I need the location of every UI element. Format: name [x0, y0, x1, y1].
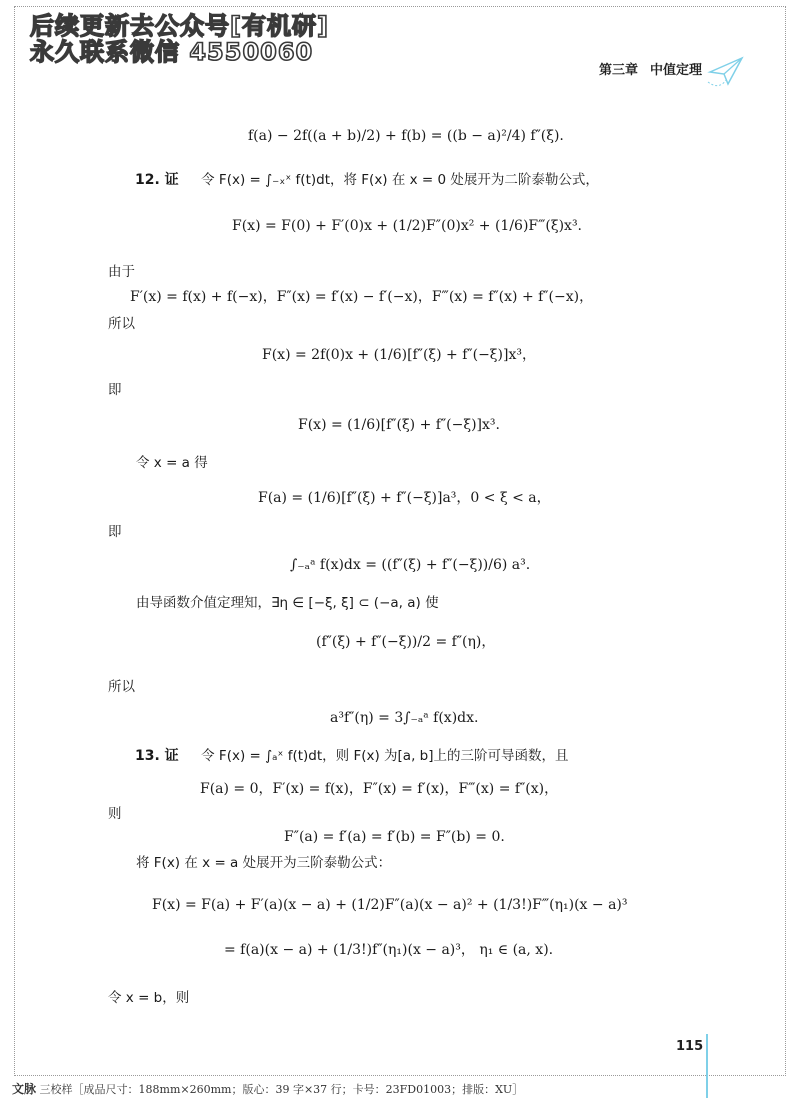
- problem-12: [135, 172, 599, 189]
- print-footer: [12, 1080, 523, 1097]
- equation-12-4: F(x) = (1/6)[f″(ξ) + f″(−ξ)]x³.: [298, 417, 500, 433]
- page-accent-bar: [706, 1034, 708, 1098]
- text-youyu: 由于: [108, 264, 135, 280]
- text-zhankai: 将 F(x) 在 x = a 处展开为三阶泰勒公式：: [136, 855, 392, 871]
- problem-13-text: 令 F(x) = ∫ₐˣ f(t)dt，则 F(x) 为[a, b]上的三阶可导函数，且: [201, 748, 569, 764]
- equation-13-2: F″(a) = f′(a) = f′(b) = F″(b) = 0.: [284, 829, 505, 845]
- text-suoyi-1: 所以: [108, 316, 135, 332]
- watermark-line-2: 永久联系微信 4550060: [30, 38, 314, 66]
- equation-12-5: F(a) = (1/6)[f″(ξ) + f″(−ξ)]a³，0 < ξ < a，: [258, 490, 551, 506]
- equation-13-3: F(x) = F(a) + F′(a)(x − a) + (1/2)F″(a)(x − a)² + (1/3!)F‴(η₁)(x − a)³: [152, 897, 628, 913]
- text-ze-1: 则: [108, 806, 122, 822]
- equation-12-7: (f″(ξ) + f″(−ξ))/2 = f″(η)，: [316, 634, 496, 650]
- text-suoyi-2: 所以: [108, 679, 135, 695]
- problem-12-text: 令 F(x) = ∫₋ₓˣ f(t)dt，将 F(x) 在 x = 0 处展开为二阶泰勒公式，: [201, 172, 599, 188]
- problem-13: [135, 748, 569, 765]
- equation-12-6: ∫₋ₐᵃ f(x)dx = ((f″(ξ) + f″(−ξ))/6) a³.: [290, 557, 531, 573]
- text-ji-1: 即: [108, 382, 122, 398]
- equation-12-8: a³f″(η) = 3∫₋ₐᵃ f(x)dx.: [330, 710, 479, 726]
- equation-line: f(a) − 2f((a + b)/2) + f(b) = ((b − a)²/4) f″(ξ).: [248, 128, 564, 144]
- footer-info: 三校样［成品尺寸：188mm×260mm；版心：39 字×37 行；卡号：23FD01003；排版：XU］: [39, 1083, 524, 1096]
- problem-12-number: 12. 证: [135, 172, 179, 188]
- problem-13-number: 13. 证: [135, 748, 179, 764]
- watermark-line-1: 后续更新去公众号[有机研]: [30, 12, 329, 40]
- equation-13-4: = f(a)(x − a) + (1/3!)f″(η₁)(x − a)³， η₁ ∈ (a, x).: [224, 942, 554, 958]
- equation-12-1: F(x) = F(0) + F′(0)x + (1/2)F″(0)x² + (1/6)F‴(ξ)x³.: [232, 218, 582, 234]
- text-ji-2: 即: [108, 524, 122, 540]
- chapter-title: 中值定理: [649, 63, 702, 78]
- equation-12-2: F′(x) = f(x) + f(−x)，F″(x) = f′(x) − f′(−x)，F‴(x) = f″(x) + f″(−x)，: [130, 289, 594, 305]
- paper-plane-icon: [706, 52, 746, 92]
- chapter-number: 第三章: [598, 63, 638, 78]
- text-ling-x-b: 令 x = b，则: [108, 990, 190, 1006]
- footer-brand: 文脉: [12, 1082, 37, 1096]
- chapter-header: [587, 59, 702, 78]
- page-number: 115: [676, 1039, 704, 1054]
- equation-12-3: F(x) = 2f(0)x + (1/6)[f″(ξ) + f″(−ξ)]x³，: [262, 347, 536, 363]
- page-frame: [14, 6, 786, 1076]
- equation-13-1: F(a) = 0，F′(x) = f(x)，F″(x) = f′(x)，F‴(x) = f″(x)，: [200, 781, 559, 797]
- text-ling-x-a: 令 x = a 得: [136, 455, 208, 471]
- text-daohanshu: 由导函数介值定理知，∃η ∈ [−ξ, ξ] ⊂ (−a, a) 使: [136, 595, 439, 611]
